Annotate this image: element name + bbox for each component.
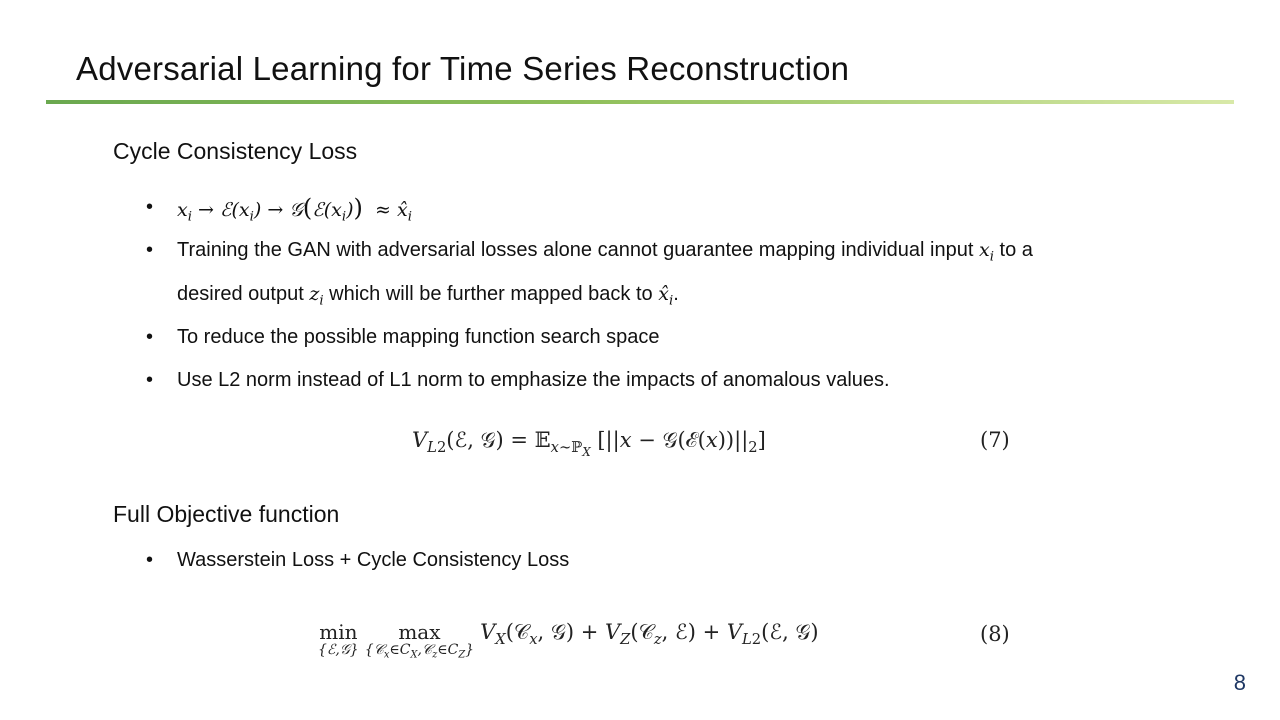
equation-8: min {ℰ,𝒢} max $\{𝒞_x\in C_X,𝒞_z\in C_Z\}$ $V_X(𝒞_x$, 𝒢) + $V_Z(𝒞_z$, ℰ) + $V_{L2}(ℰ$, 𝒢) (318, 620, 819, 661)
bullet-gan-line1: Training the GAN with adversarial losses alone cannot guarantee mapping individual input $x_i$ to a (177, 239, 1033, 265)
bullet-marker: • (146, 369, 154, 391)
section-heading-cycle: Cycle Consistency Loss (113, 138, 358, 164)
bullet-gan-line2: desired output $z_i$ which will be further mapped back to $x̂_i$. (177, 283, 679, 309)
bullet-wasserstein: Wasserstein Loss + Cycle Consistency Loss (177, 549, 570, 571)
bullet-marker: • (146, 326, 154, 348)
equation-number-8: (8) (980, 622, 1010, 646)
title-divider (46, 100, 1234, 104)
bullet-marker: • (146, 239, 154, 261)
bullet-gan-text1: Training the GAN with adversarial losses alone cannot guarantee mapping individual input (177, 239, 974, 261)
slide-title: Adversarial Learning for Time Series Reconstruction (76, 50, 850, 87)
equation-number-7: (7) (980, 428, 1010, 452)
section-heading-objective: Full Objective function (113, 501, 340, 527)
bullet-l2-norm: Use L2 norm instead of L1 norm to emphasize the impacts of anomalous values. (177, 369, 890, 391)
page-number: 8 (1233, 670, 1246, 695)
equation-7: $V_{L2}(ℰ$, 𝒢) = 𝔼$_{x\sim ℙ_X}$ $[||x - 𝒢(ℰ(x))||_2]$ (412, 428, 766, 460)
bullet-marker: • (146, 549, 154, 571)
mapping-formula: $x_i$ → $ℰ(x_i)$ → $𝒢(ℰ(x_i))$ ≈ $x̂_i$ (177, 194, 412, 225)
bullet-search-space: To reduce the possible mapping function search space (177, 326, 660, 348)
bullet-marker: • (146, 196, 154, 218)
bullet-gan-text2: to a (999, 239, 1033, 261)
bullet-gan-text3: desired output (177, 283, 304, 305)
bullet-gan-text4: which will be further mapped back to (329, 283, 653, 305)
